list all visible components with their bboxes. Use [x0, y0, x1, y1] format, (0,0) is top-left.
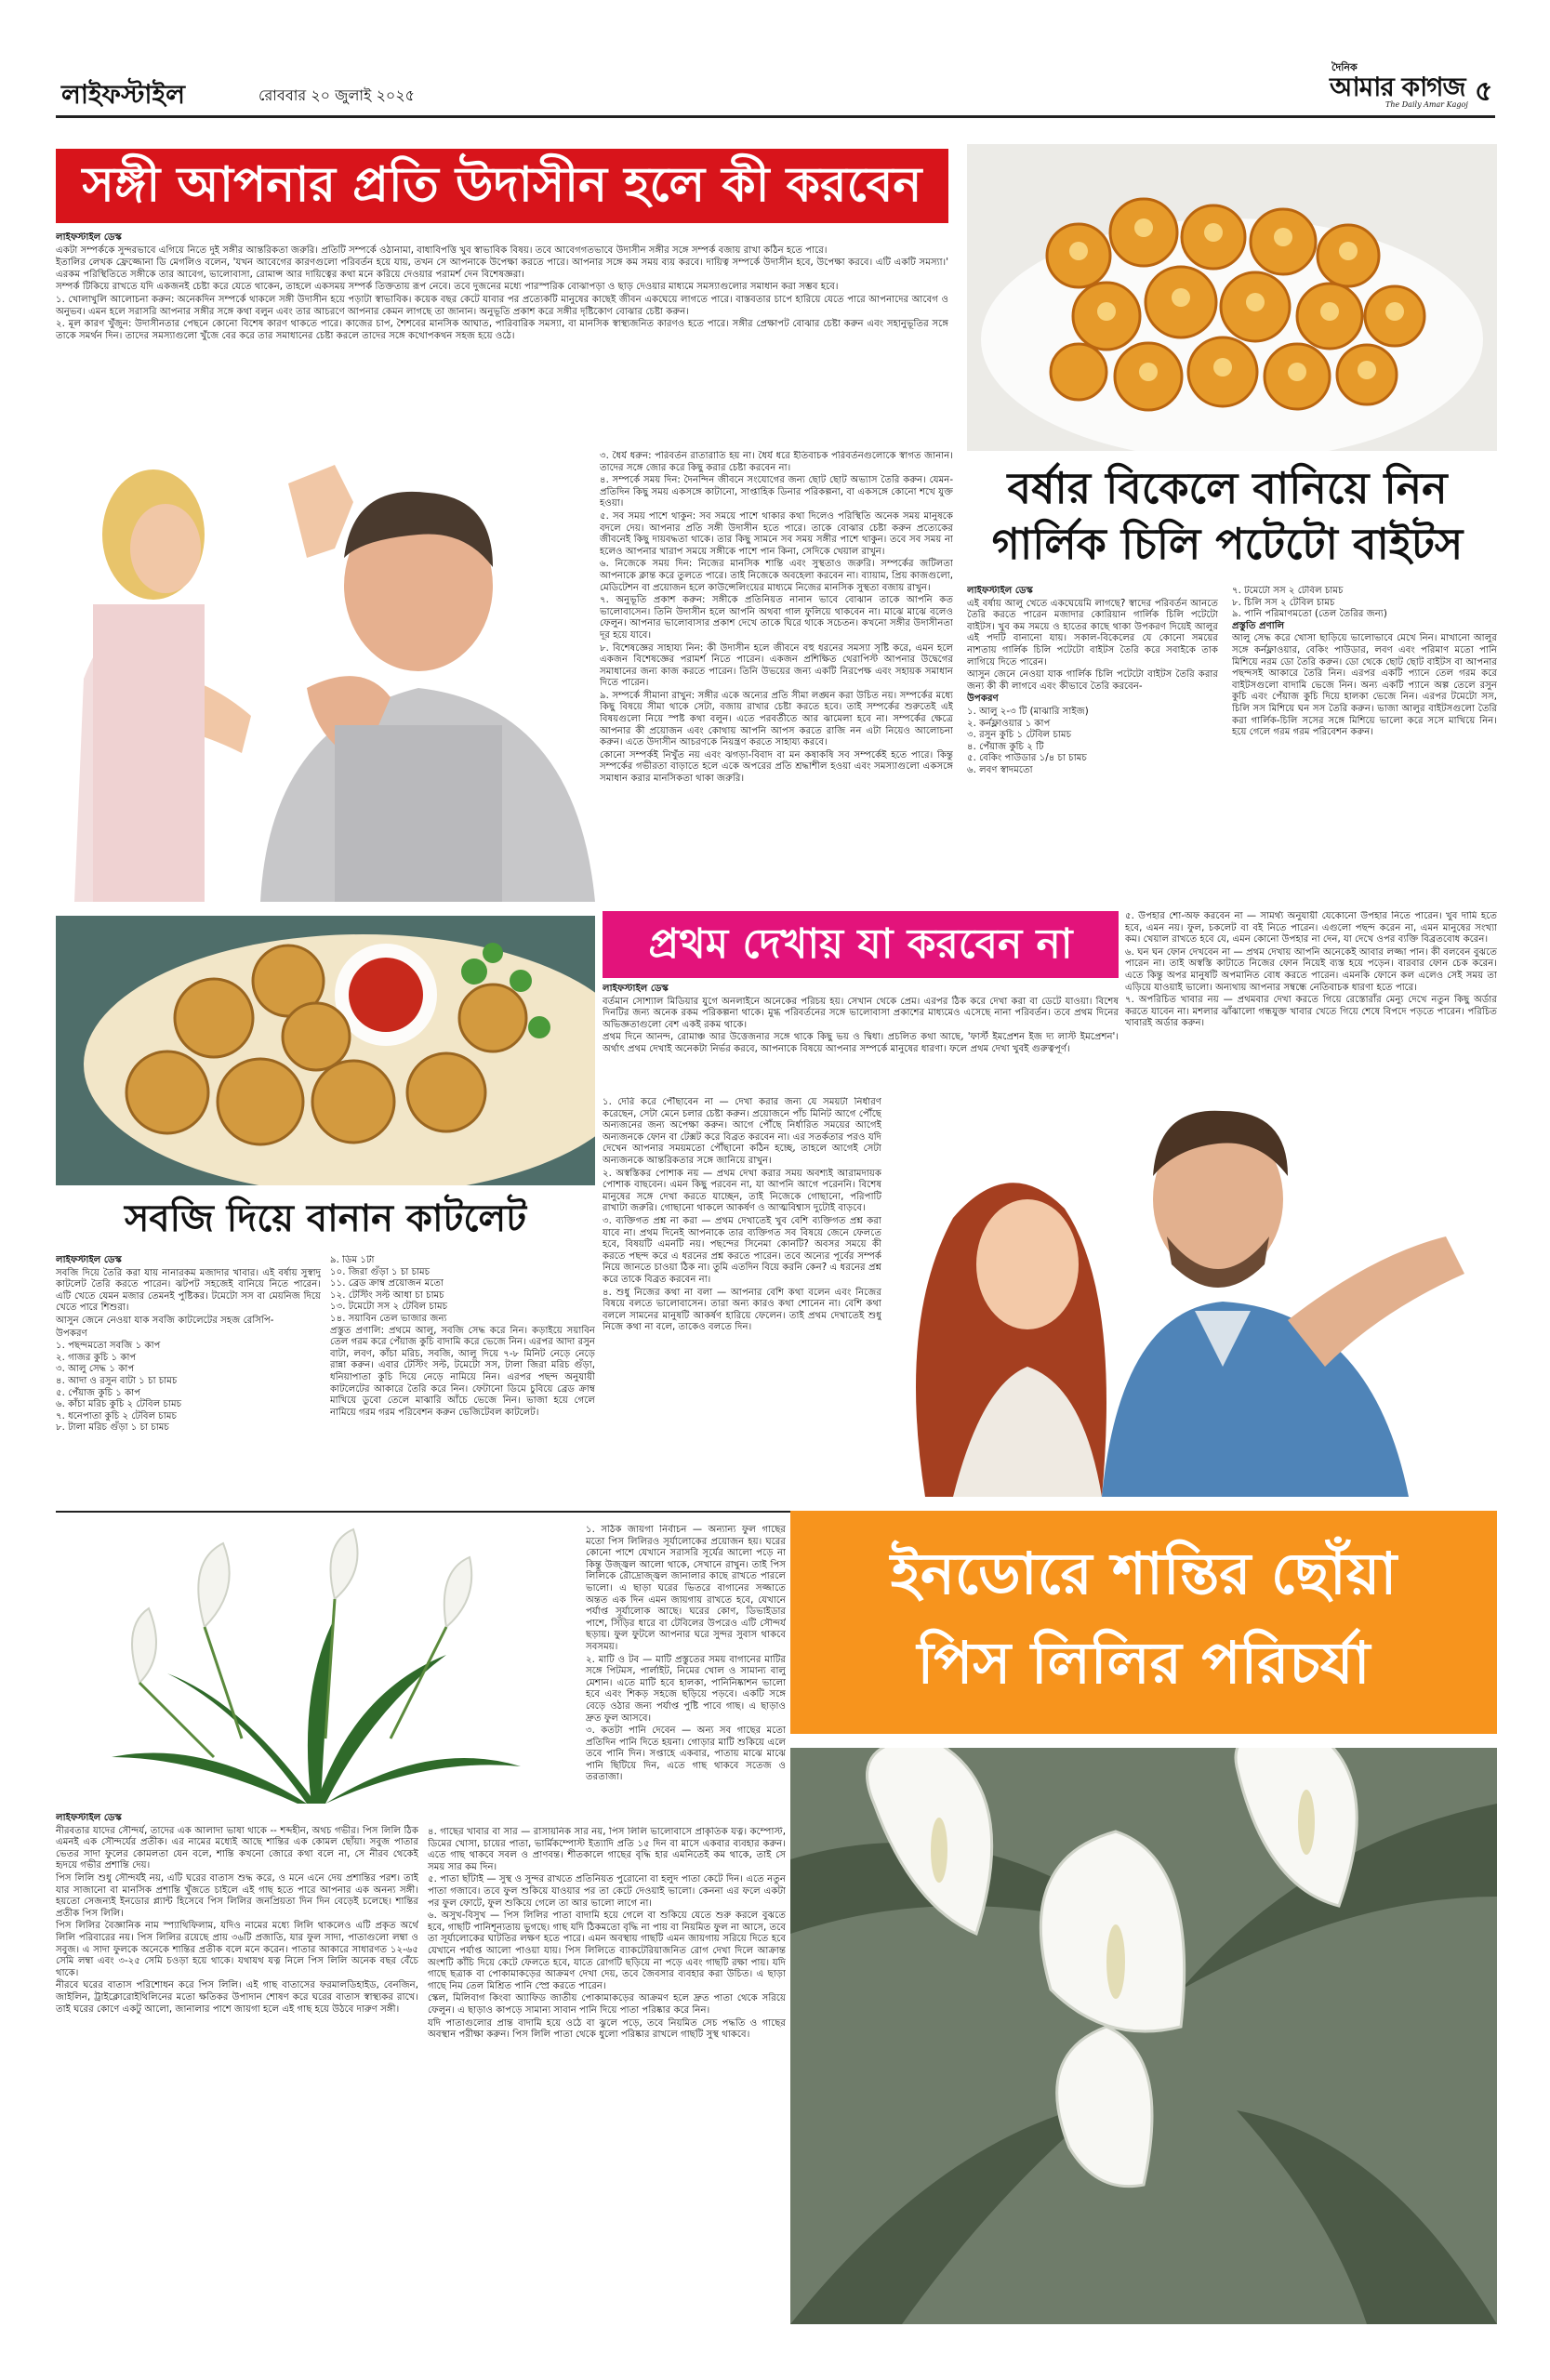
article2-paragraph: আলু সেদ্ধ করে খোসা ছাড়িয়ে ভালোভাবে মেখে নিন। মাখানো আলুর সঙ্গে কর্নফ্লাওয়ার, বেকিং পাউডার, লবণ এবং পরিমাণ মতো পানি মিশিয়ে নরম ডো তৈরি করুন। ডো থেকে ছোট ছোট বাইটস বা আপনার পছন্দসই আকারে তৈরি নিন। এরপর একটি প্যানে তেল গরম করে বাইটসগুলো বাদামি ভেজে নিন। অন্য একটি প্যানে অল্প তেলে রসুন কুচি এবং পেঁয়াজ কুচি দিয়ে হালকা ভেজে নিন। এরপর টমেটো সস, চিলি সস মিশিয়ে ঘন সস তৈরি করুন। ভাজা আলুর বাইটসগুলো তৈরি করা গার্লিক-চিলি সসের সঙ্গে মিশিয়ে ভালো করে সসে মাখিয়ে নিন। হয়ে গেলে গরম গরম পরিবেশন করুন। [1232, 633, 1497, 738]
paper-logo [1330, 60, 1488, 113]
list-item: ৭. ধনেপাতা কুচি ২ টেবিল চামচ [56, 1410, 178, 1421]
article5-col1 [56, 1813, 418, 2329]
list-item: ৬. লবণ স্বাদমতো [967, 764, 1033, 775]
list-item: ১৩. টমেটো সস ২ টেবিল চামচ [330, 1302, 448, 1313]
article3-byline: লাইফস্টাইল ডেস্ক [603, 984, 669, 994]
list-item: ২. কর্নফ্লাওয়ার ১ কাপ [967, 718, 1051, 729]
list-item: ৭. টমেটো সস ২ টেবিল চামচ [1232, 586, 1344, 596]
article1-paragraph: কোনো সম্পর্কই নিখুঁত নয় এবং ঝগড়া-বিবাদ বা মন কষাকষি সব সম্পর্কেই হতে পারে। কিন্তু সম্পর্কের গভীরতা বাড়াতে হলে একে অপরের প্রতি শ্রদ্ধাশীল হওয়া এবং সমস্যাগুলো একসঙ্গে সমাধান করার মানসিকতা থাকা জরুরি। [600, 749, 953, 785]
article4-byline: লাইফস্টাইল ডেস্ক [56, 1255, 122, 1265]
article3-paragraph: ৬. ঘন ঘন ফোন দেখবেন না — প্রথম দেখায় আপনি অনেকেই আবার লজ্জা পান। কী বলবেন বুঝতে পারেন না। তাই অস্বস্তি কাটাতে নিজের ফোন নিয়েই ব্যস্ত হয়ে পড়েন। বারবার ফোন চেক করেন। এতে কিন্তু অপর মানুষটি অপমানিত বোধ করতে পারেন। এমনকি ফোনে কল এলেও সেই সময় তা এড়িয়ে যাওয়াই ভালো। অন্যথায় আপনার সম্বন্ধে নেতিবাচক ধারণা হতে পারে। [1125, 946, 1497, 993]
article2-byline: লাইফস্টাইল ডেস্ক [967, 586, 1033, 596]
list-item: ৫. পেঁয়াজ কুচি ১ কাপ [56, 1387, 141, 1398]
article3-top-text [603, 984, 1119, 1093]
list-item: ৯. পানি পরিমাণমতো (তেল তৈরির জন্য) [1232, 609, 1387, 620]
article4-cutlet-photo [56, 916, 595, 1185]
list-item: ৮. টালা মরিচ গুঁড়া ১ চা চামচ [56, 1422, 169, 1434]
article1-headline-bar [56, 149, 948, 223]
article4-paragraph: আসুন জেনে নেওয়া যাক সবজি কাটলেটের সহজ রেসিপি- [56, 1315, 274, 1326]
article3-paragraph: প্রথম দিনে আনন্দ, রোমাঞ্চ আর উত্তেজনার সঙ্গে থাকে কিছু ভয় ও দ্বিধা। প্রচলিত কথা আছে, 'ফার্স্ট ইমপ্রেশন ইজ দ্য লাস্ট ইমপ্রেশন'। অর্থাৎ প্রথম দেখাই অনেকটা নির্ভর করবে, আপনাকে বিষয়ে আপনার সম্পর্কে মানুষের ধারণা। ফলে প্রথম দেখা খুবই গুরুত্বপূর্ণ। [603, 1032, 1119, 1054]
article1-paragraph: ৬. নিজেকে সময় দিন: নিজের মানসিক শান্তি এবং সুস্থতাও জরুরি। সম্পর্কের জটিলতা আপনাকে ক্লান্ত করে তুলতে পারে। তাই নিজেকে অবহেলা করবেন না। ব্যায়াম, প্রিয় কাজগুলো, মেডিটেশন বা প্রয়োজন হলে কাউন্সেলিংয়ের মাধ্যমে নিজের মানসিক সুস্থতা বজায় রাখুন। [600, 559, 953, 593]
article3-headline: প্রথম দেখায় যা করবেন না [648, 920, 1073, 968]
article4-headline: সবজি দিয়ে বানান কাটলেট [124, 1197, 527, 1240]
article4-col1 [56, 1255, 321, 1497]
article2-headline-line1: বর্ষার বিকেলে বানিয়ে নিন [1007, 463, 1448, 513]
issue-date: রোববার ২০ জুলাই ২০২৫ [258, 86, 416, 104]
article1-paragraph: সম্পর্ক টিকিয়ে রাখতে যদি একজনই চেষ্টা করে যেতে থাকেন, তাহলে একসময় সম্পর্ক তিক্ততায় রূপ নেবে। তবে দুজনের মধ্যে পারস্পরিক বোঝাপড়া ও ছাড় দেওয়ার মাধ্যমে সমস্যাগুলোর সমাধান করা সম্ভব হবে। [56, 282, 839, 293]
article5-paragraph: ৫. পাতা ছাঁটাই — সুস্থ ও সুন্দর রাখতে প্রতিনিয়ত পুরোনো বা হলুদ পাতা কেটে দিন। এতে নতুন পাতা গজাবে। তবে ফুল শুকিয়ে যাওয়ার পর তা কেটে দেওয়াই ভালো। কেননা এর ফলে একটা পর ফুল ফোটে, ফুল শুকিয়ে গেলে তা আর ভালো লাগে না। [428, 1874, 786, 1909]
article3-paragraph: ৪. শুধু নিজের কথা না বলা — আপনার বেশি কথা বলেন এবং নিজের বিষয়ে বলতে ভালোবাসেন। তারা অন্য কারও কথা শোনেন না। বেশি কথা বললে সামনের মানুষটি আকর্ষণ হারিয়ে ফেলেন। তাই প্রথম দেখাতেই শুধু নিজে কথা না বলে, তাকেও বলতে দিন। [603, 1287, 881, 1333]
paper-logo-english: The Daily Amar Kagoj [1385, 100, 1468, 109]
article5-lily-large-photo [790, 1748, 1497, 2324]
article1-paragraph: ইতালির লেখক ফ্রেজ্জোনা ডি মেগলিও বলেন, 'যখন আবেগের কারণগুলো পরিবর্তন হয়ে যায়, তখন সে আপনাকে উপেক্ষা করতে পারে। আপনার সঙ্গে কম সময় ব্যয় করবে। দায়িত্ব সম্পর্কে উদাসীন হবে, উপেক্ষা করবে। এটি একটি সমস্যা।' এরকম পরিস্থিতিতে সঙ্গীকে তার আবেগ, ভালোবাসা, রোমান্স আর দায়িত্বের কথা মনে করিয়ে দেওয়ার পরামর্শ দেন বিশেষজ্ঞরা। [56, 258, 948, 280]
article5-paragraph: যদি পাতাগুলোর প্রান্ত বাদামি হয়ে ওঠে বা ঝুলে পড়ে, তবে নিয়মিত সেচ পদ্ধতি ও গাছের অবস্থান পরীক্ষা করুন। পিস লিলি পাতা থেকে ধুলো পরিষ্কার রাখলে গাছটি সুস্থ থাকবে। [428, 2017, 786, 2041]
list-item: ৪. পেঁয়াজ কুচি ২ টি [967, 741, 1044, 752]
article5-byline: লাইফস্টাইল ডেস্ক [56, 1813, 122, 1823]
article2-potato-photo [967, 144, 1497, 451]
article5-paragraph: ৪. গাছের খাবার বা সার — রাসায়নিক সার নয়, পিস লিলি ভালোবাসে প্রাকৃতিক যত্ন। কম্পোস্ট, ডিমের খোসা, চায়ের পাতা, ভার্মিকম্পোস্ট ইত্যাদি প্রতি ১৫ দিন বা মাসে একবার ব্যবহার করুন। এতে গাছ থাকবে সবল ও প্রাণবন্ত। শীতকালে গাছের বৃদ্ধি হার এমনিতেই কম থাকে, তাই সে সময় সার কম দিন। [428, 1827, 786, 1872]
page-number: ৫ [1475, 75, 1493, 108]
list-item: ৮. চিলি সস ২ টেবিল চামচ [1232, 597, 1335, 608]
article2-paragraph: আসুন জেনে নেওয়া যাক গার্লিক চিলি পটেটো বাইটস তৈরি করার জন্য কী কী লাগবে এবং কীভাবে তৈরি করবেন- [967, 669, 1218, 692]
list-item: ১০. জিরা গুঁড়া ১ চা চামচ [330, 1266, 431, 1277]
article2-headline [958, 460, 1497, 581]
list-item: ১. পছন্দমতো সবজি ১ কাপ [56, 1341, 161, 1352]
article5-paragraph: পিস লিলি শুধু সৌন্দর্যই নয়, এটি ঘরের বাতাস শুদ্ধ করে, ও মনে এনে দেয় প্রশান্তির পরশ। তাই যার সাজানো বা মানসিক প্রশান্তি খুঁজতে চাইলে এই গাছ হতে পারে আপনার এক অনন্য সঙ্গী। হয়তো সেজন্যই ইনডোর প্ল্যান্ট হিসেবে পিস লিলির জনপ্রিয়তা দিন দিন বেড়েই চলেছে। শান্তির প্রতীক পিস লিলি। [56, 1872, 418, 1919]
article5-col2 [428, 1827, 786, 2329]
article3-paragraph: ৩. ব্যক্তিগত প্রশ্ন না করা — প্রথম দেখাতেই খুব বেশি ব্যক্তিগত প্রশ্ন করা যাবে না। প্রথম দিনেই আপনাকে তার ব্যক্তিগত সব বিষয়ে জেনে ফেলতে হবে, বিষয়টি এমনটি নয়। পছন্দের সিনেমা কোনটি? অবসর সময়ে কী করতে পছন্দ করে এ ধরনের প্রশ্ন করতে পারেন। তবে অন্যের পূর্বের সম্পর্ক নিয়ে জানতে চাওয়া ঠিক না। তুমি এতদিন বিয়ে করনি কেন? এ ধরনের প্রশ্ন করে তাকে বিব্রত করবেন না। [603, 1215, 881, 1285]
list-item: ৬. কাঁচা মরিচ কুচি ২ টেবিল চামচ [56, 1399, 182, 1410]
article1-paragraph: ৯. সম্পর্কে সীমানা রাখুন: সঙ্গীর একে অন্যের প্রতি সীমা লঙ্ঘন করা উচিত নয়। সম্পর্কের মধ্যে কিছু বিষয়ে সীমা থাকে সেটা, বজায় রাখার চেষ্টা করতে হবে। তাই সম্পর্কের শুরুতেই এই বিষয়গুলো নিয়ে স্পষ্ট কথা বলুন। এতে পরবর্তীতে আর ঝামেলা হবে না। সম্পর্কের ক্ষেত্রে আপনার কী প্রয়োজন এবং কোথায় আপনি আপস করতে রাজি নন এটা নিয়েও আলোচনা করুন। এতে উদাসীন আচরণকে নিয়ন্ত্রণ করতে সাহায্য করবে। [600, 690, 953, 748]
article1-paragraph: ৭. অনুভূতি প্রকাশ করুন: সঙ্গীকে প্রতিনিয়ত নানান ভাবে বোঝান তাকে আপনি কত ভালোবাসেন। তিনি উদাসীন হলে আপনি অথবা গাল ফুলিয়ে থাকবেন না। মাঝে মাঝে বলেও ফেলুন। আপনার ভালোবাসার প্রকাশ দেখে তাকে ঘিরে থাকে সচেতন। কখনো সঙ্গীর উদাসীনতা দূর হয়ে যাবে। [600, 595, 953, 641]
article5-paragraph: নীরবে ঘরের বাতাস পরিশোধন করে পিস লিলি। এই গাছ বাতাসের ফরমালডিহাইড, বেনজিন, জাইলিন, ট্রাইক্লোরোইথিলিনের মতো ক্ষতিকর উপাদান শোষণ করে ঘরের বাতাস স্বাস্থ্যকর রাখে। তাই ঘরের কোণে একটু আলো, জানালার পাশে জায়গা হলে এই গাছ হয়ে উঠবে দারুণ সঙ্গী। [56, 1980, 418, 2015]
article5-mid-text [586, 1525, 786, 1822]
list-item: ৯. ডিম ১টা [330, 1255, 375, 1265]
article3-paragraph: ৫. উপহার শো-অফ করবেন না — সামর্থ্য অনুযায়ী যেকোনো উপহার নিতে পারেন। খুব দামি হতে হবে, এমন নয়। ফুল, চকলেট বা বই নিতে পারেন। এগুলো পছন্দ করেন না, এমন মানুষের সংখ্যা কম। খেয়াল রাখতে হবে যে, এমন কোনো উপহার না দেন, যা দেখে ওপর ব্যক্তি বিব্রতবোধ করেন। [1125, 911, 1497, 945]
article5-lily-small-photo [56, 1525, 572, 1808]
article1-top-text [56, 232, 948, 460]
list-item: ৩. আলু সেদ্ধ ১ কাপ [56, 1364, 135, 1375]
list-item: ৩. রসুন কুচি ১ টেবিল চামচ [967, 730, 1072, 741]
list-item: ১২. টেস্টিং সল্ট আধা চা চামচ [330, 1289, 444, 1301]
article3-left-text [603, 1097, 881, 1497]
article1-paragraph: ৫. সব সময় পাশে থাকুন: সব সময়ে পাশে থাকার কথা দিলেও পরিস্থিতি অনেক সময় মানুষকে বদলে দেয়। আপনার প্রতি সঙ্গী উদাসীন হতে পারে। তাকে বোঝার চেষ্টা করুন প্রত্যেকের জীবনেই কিছু দায়বদ্ধতা থাকে। তার কিছু সামনে সব সময় সঙ্গীর পাশে থাকুন। তবে সব সময় না হলেও আপনার খারাপ সময়ে সঙ্গীকে পাশে পান কিনা, সেদিকে খেয়াল রাখুন। [600, 510, 953, 557]
article1-paragraph: ৩. ধৈর্য ধরুন: পরিবর্তন রাতারাতি হয় না। ধৈর্য ধরে ইতিবাচক পরিবর্তনগুলোকে স্বাগত জানান। তাদের সঙ্গে জোর করে কিছু করার চেষ্টা করবেন না। [600, 451, 953, 473]
list-item: ২. গাজর কুচি ১ কাপ [56, 1352, 137, 1363]
article3-paragraph: ৭. অপরিচিত খাবার নয় — প্রথমবার দেখা করতে গিয়ে রেস্তোরাঁর মেন্যু দেখে নতুন কিছু অর্ডার করতে যাবেন না। মশলার ঝাঁঝালো গন্ধযুক্ত খাবার খেতে গিয়ে শেষে বিপদে পড়তে পারেন। পরিচিত খাবারই অর্ডার করুন। [1125, 995, 1497, 1029]
article4-col2 [330, 1255, 595, 1497]
article2-method-title: প্রস্তুতি প্রণালি [1232, 620, 1285, 631]
masthead-rule [56, 115, 1495, 118]
masthead [56, 58, 1495, 113]
article1-paragraph: ২. মূল কারণ খুঁজুন: উদাসীনতার পেছনে কোনো বিশেষ কারণ থাকতে পারে। কাজের চাপ, শৈশবের মানসিক আঘাত, পারিবারিক সমস্যা, বা মানসিক স্বাস্থ্যজনিত কারণও হতে পারে। সঙ্গীর প্রেক্ষাপট বোঝার চেষ্টা করুন এবং সহানুভূতির সঙ্গে তাকে সমর্থন দিন। তাদের সমস্যাগুলো খুঁজে বের করে তার সমাধানের চেষ্টা করলে তাদের সঙ্গে কথোপকথন সহজ হয়ে ওঠে। [56, 319, 948, 341]
article5-paragraph: নীরবতার যাদের সৌন্দর্য, তাদের এক আলাদা ভাষা থাকে -- শব্দহীন, অথচ গভীর। পিস লিলি ঠিক এমনই এক সৌন্দর্যের প্রতীক। এর নামের মধ্যেই আছে শান্তির এক কোমল ছোঁয়া। সবুজ পাতার ভেতর সাদা ফুলের কোমলতা যেন বলে, শান্তি কখনো জোরে কথা বলে না, সে নীরব থেকেই হৃদয়ে গভীর প্রশান্তি দেয়। [56, 1825, 418, 1871]
article5-paragraph: ৬. অসুখ-বিসুখ — পিস লিলির পাতা বাদামি হয়ে গেলে বা শুকিয়ে যেতে শুরু করলে বুঝতে হবে, গাছটি পানিশূন্যতায় ভুগছে। গাছ যদি ঠিকমতো বৃদ্ধি না পায় বা নিয়মিত ফুল না আসে, তবে তা সূর্যালোকের ঘাটতির লক্ষণ হতে পারে। এমন অবস্থায় গাছটি এমন জায়গায় সরিয়ে দিতে হবে যেখানে পর্যাপ্ত আলো পাওয়া যায়। পিস লিলিতে ব্যাকটেরিয়াজনিত রোগ দেখা দিলে আক্রান্ত অংশটি কাঁচি দিয়ে কেটে ফেলতে হবে, যাতে রোগটি ছড়িয়ে না পড়ে এবং গাছটি রক্ষা পায়। যদি গাছে ছত্রাক বা পোকামাকড়ের আক্রমণ দেখা দেয়, তবে জৈবসার ব্যবহার করা উচিত। এ ছাড়া গাছে নিম তেল মিশ্রিত পানি স্প্রে করতে পারেন। [428, 1911, 786, 1991]
article5-paragraph: ৩. কতটা পানি দেবেন — অন্য সব গাছের মতো প্রতিদিন পানি দিতে হয়না। গোড়ার মাটি শুকিয়ে এলে তবে পানি দিন। সপ্তাহে একবার, পাতায় মাঝে মাঝে পানি ছিটিয়ে দিন, এতে গাছ থাকবে সতেজ ও তরতাজা। [586, 1726, 786, 1783]
article5-paragraph: ১. সঠিক জায়গা নির্বাচন — অন্যান্য ফুল গাছের মতো পিস লিলিরও সূর্যালোকের প্রয়োজন হয়। ঘরের কোনো পাশে যেখানে সরাসরি সূর্যের আলো পড়ে না কিন্তু উজ্জ্বল আলো থাকে, সেখানে রাখুন। তাই পিস লিলিকে রৌদ্রোজ্জ্বল জানালার কাছে রাখতে পারলে ভালো। এ ছাড়া ঘরের ভিতরে বাগানের সজ্জাতে অন্তত এক দিন এমন জায়গায় রাখতে হবে, যেখানে পর্যাপ্ত সূর্যালোক আছে। ঘরের কোণ, ডিভাইডার পাশে, সিঁড়ির ধারে বা টেবিলের উপরেও এটি সৌন্দর্য ছড়ায়। ফুল ফুটলে আপনার ঘরে সুন্দর সুবাস থাকবে সবসময়। [586, 1525, 786, 1652]
article5-paragraph: ২. মাটি ও টব — মাটি প্রস্তুতের সময় বাগানের মাটির সঙ্গে পিটমস, পার্লাইট, নিমের খোল ও সামান্য বালু মেশান। এতে মাটি হবে হালকা, পানিনিষ্কাশন ভালো হবে এবং শিকড় সহজে ছড়িয়ে পড়বে। একটি সঙ্গে বেড়ে ওঠার জন্য পর্যাপ্ত পুষ্টি পাবে গাছ। এ ছাড়াও দ্রুত ফুল আসবে। [586, 1654, 786, 1724]
list-item: ১৪. সয়াবিন তেল ভাজার জন্য [330, 1313, 447, 1324]
article4-paragraph: সবজি দিয়ে তৈরি করা যায় নানারকম মজাদার খাবার। এই বর্ষায় সুস্বাদু কাটলেট তৈরি করতে পারেন। ঝটপট সহজেই বানিয়ে নিতে পারেন। এটি খেতে যেমন মজার তেমনই পুষ্টিকর। টমেটো সস বা মেয়নিজ দিয়ে খেতে পারে শিশুরা। [56, 1267, 321, 1314]
article2-col2 [1232, 586, 1497, 902]
article1-byline: লাইফস্টাইল ডেস্ক [56, 232, 122, 243]
list-item: ৪. আদা ও রসুন বাটা ১ চা চামচ [56, 1375, 178, 1386]
article5-headline-line2: পিস লিলির পরিচর্যা [917, 1629, 1371, 1697]
article2-headline-line2: গার্লিক চিলি পটেটো বাইটস [991, 519, 1464, 569]
article3-paragraph: বর্তমান সোশ্যাল মিডিয়ার যুগে অনলাইনে অনেকের পরিচয় হয়। সেখান থেকে প্রেম। এরপর ঠিক করে দেখা করা বা ডেটে যাওয়া। বিশেষ দিনটির জন্য অনেক রকম পরিকল্পনা থাকে। মুগ্ধ পরিবর্তনের সঙ্গে ভালোবাসা প্রকাশের মাধ্যমেও এসেছে নানা পরিবর্তন। তবে প্রথম দিনের অভিজ্ঞতাগুলো বেশ একই রকম থাকে। [603, 996, 1119, 1030]
article1-paragraph: ৪. সম্পর্কে সময় দিন: দৈনন্দিন জীবনে সংযোগের জন্য ছোট ছোট অভ্যাস তৈরি করুন। যেমন- প্রতিদিন কিছু সময় একসঙ্গে কাটানো, সাপ্তাহিক ডিনার পরিকল্পনা, বা একসঙ্গে কোনো শখে যুক্ত হওয়া। [600, 475, 953, 509]
article5-headline-bar [790, 1511, 1497, 1734]
article2-col1 [967, 586, 1218, 892]
list-item: ৫. বেকিং পাউডার ১/৪ চা চামচ [967, 753, 1087, 764]
article4-paragraph: প্রস্তুত প্রণালি: প্রথমে আলু, সবজি সেদ্ধ করে নিন। কড়াইয়ে সয়াবিন তেল গরম করে পেঁয়াজ কুচি বাদামি করে ভেজে নিন। এরপর আদা রসুন বাটা, লবণ, কাঁচা মরিচ, সবজি, আলু দিয়ে ৭-৮ মিনিট নেড়ে নেড়ে রান্না করুন। এবার টেস্টিং সল্ট, টমেটো সস, টালা জিরা মরিচ গুঁড়া, ধনিয়াপাতা কুচি দিয়ে নেড়ে নামিয়ে নিন। এরপর পছন্দ অনুযায়ী কাটলেটের আকারে তৈরি করে নিন। ফেটানো ডিমে চুবিয়ে ব্রেড ক্রাম্ব মাখিয়ে ডুবো তেলে মাঝারি আঁচে ভেজে নিন। ভাজা হয়ে গেলে নামিয়ে গরম গরম পরিবেশন করুন ভেজিটেবল কাটলেট। [330, 1325, 595, 1418]
list-item: ১. আলু ২-৩ টি (মাঝারি সাইজ) [967, 706, 1089, 717]
article3-paragraph: ২. অস্বস্তিকর পোশাক নয় — প্রথম দেখা করার সময় অবশ্যই আরামদায়ক পোশাক বাছবেন। এমন কিছু পরবেন না, যা আপনি আগে পরেননি। বিশেষ মানুষের সঙ্গে দেখা করতে যাচ্ছেন, তাই নিজেকে গোছানো, পরিপাটি রাখাটা জরুরি। গোছানো থাকলে আকর্ষণ ও আত্মবিশ্বাস দুটোই বাড়বে। [603, 1168, 881, 1214]
article2-ingredients-title: উপকরণ [967, 694, 999, 705]
article1-paragraph: একটা সম্পর্ককে সুন্দরভাবে এগিয়ে নিতে দুই সঙ্গীর আন্তরিকতা জরুরি। প্রতিটি সম্পর্কে ওঠানামা, বাধাবিপত্তি খুব স্বাভাবিক বিষয়। তবে আবেগগতভাবে উদাসীন সঙ্গীর সঙ্গে সম্পর্ক বজায় রাখা কঠিন হতে পারে। [56, 245, 828, 256]
paper-logo-name: আমার কাগজ [1330, 72, 1465, 102]
article3-paragraph: ১. দেরি করে পৌঁছাবেন না — দেখা করার জন্য যে সময়টা নির্ধারণ করেছেন, সেটা মেনে চলার চেষ্টা করুন। প্রয়োজনে পাঁচ মিনিট আগে পৌঁছে অন্যজনের জন্য অপেক্ষা করুন। আগে পৌঁছে নির্ধারিত সময়ের আগেই অন্যজনকে ফোন বা টেক্সট করে বিব্রত করবেন না। এর সতর্কতার পরও যদি দেখেন আপনার সময়মতো পৌঁছানো কঠিন হচ্ছে, তাহলে আগেই সেটা অন্যজনকে আন্তরিকতার সঙ্গে জানিয়ে রাখুন। [603, 1097, 881, 1166]
article4-ingredients-title: উপকরণ [56, 1328, 87, 1339]
list-item: ১১. ব্রেড ক্রাম্ব প্রয়োজন মতো [330, 1278, 444, 1289]
article2-paragraph: এই বর্ষায় আলু খেতে একঘেয়েমি লাগছে? স্বাদের পরিবর্তন আনতে তৈরি করতে পারেন মজাদার কোরিয়ান গার্লিক চিলি পটেটো বাইটস। খুব কম সময়ে ও হাতের কাছে থাকা উপকরণ দিয়েই আলুর এই পদটি বানানো যায়। সকাল-বিকেলের যে কোনো সময়ের নাশতায় গার্লিক চিলি পটেটো বাইটস তৈরি করে সবাইকে তাক লাগিয়ে দিতে পারেন। [967, 598, 1218, 668]
article5-headline-line1: ইনডোরে শান্তির ছোঁয়া [890, 1540, 1398, 1607]
article1-paragraph: ১. খোলাখুলি আলোচনা করুন: অনেকদিন সম্পর্কে থাকলে সঙ্গী উদাসীন হয়ে পড়াটা স্বাভাবিক। কয়েক বছর কেটে যাবার পর প্রত্যেকটি মানুষের কাছেই জীবন একঘেয়ে লাগতে পারে। বাস্তবতার চাপে হারিয়ে যেতে পারে আপনাদের আবেগ ও অনুভব। এমন হলে সরাসরি আপনার সঙ্গীর সঙ্গে কথা বলুন এবং তার আচরণে আপনার কেমন লাগছে তা জানান। অনুভূতি প্রকাশ করে সঙ্গীর দৃষ্টিকোণ বোঝার চেষ্টা করুন। [56, 294, 948, 317]
article1-right-text [600, 451, 953, 906]
section-label: লাইফস্টাইল [61, 79, 185, 110]
paper-logo-top: দৈনিক [1331, 61, 1358, 73]
article3-couple-photo [888, 1088, 1497, 1497]
article1-paragraph: ৮. বিশেষজ্ঞের সাহায্য নিন: কী উদাসীন হলে জীবনে বহু ধরনের সমস্যা সৃষ্টি করে, এমন হলে একজন বিশেষজ্ঞের পরামর্শ নিতে পারেন। একজন প্রশিক্ষিত থেরাপিস্ট আপনার উদ্বেগের সমাধানের জন্য কাজ করতে পারেন। তিনি উভয়ের জন্য একটি নিরপেক্ষ এবং সহায়ক সমাধান দিতে পারেন। [600, 642, 953, 689]
article1-headline: সঙ্গী আপনার প্রতি উদাসীন হলে কী করবেন [82, 157, 922, 213]
article3-headline-bar [603, 911, 1119, 978]
article5-paragraph: স্কেল, মিলিবাগ কিংবা অ্যাফিড জাতীয় পোকামাকড়ের আক্রমণ হলে দ্রুত পাতা থেকে সরিয়ে ফেলুন। এ ছাড়াও কাপড়ে সামান্য সাবান পানি দিয়ে পাতা পরিষ্কার করে নিন। [428, 1993, 786, 2016]
article1-couple-photo [56, 446, 595, 902]
article5-paragraph: পিস লিলির বৈজ্ঞানিক নাম স্প্যাথিফিলাম, যদিও নামের মধ্যে লিলি থাকলেও এটি প্রকৃত অর্থে লিলি পরিবারের নয়। পিস লিলির রয়েছে প্রায় ৩৬টি প্রজাতি, যার ফুল সাদা, পাতাগুলো লম্বা ও সবুজ। এ সাদা ফুলকে অনেকে শান্তির প্রতীক বলে মনে করেন। পাতার আকারে সাধারণত ১২-৬৫ সেমি লম্বা এবং ৩-২৫ সেমি চওড়া হয়ে থাকে। যথাযথ যত্ন নিলে পিস লিলি অনেক বছর বেঁচে থাকে। [56, 1921, 418, 1978]
